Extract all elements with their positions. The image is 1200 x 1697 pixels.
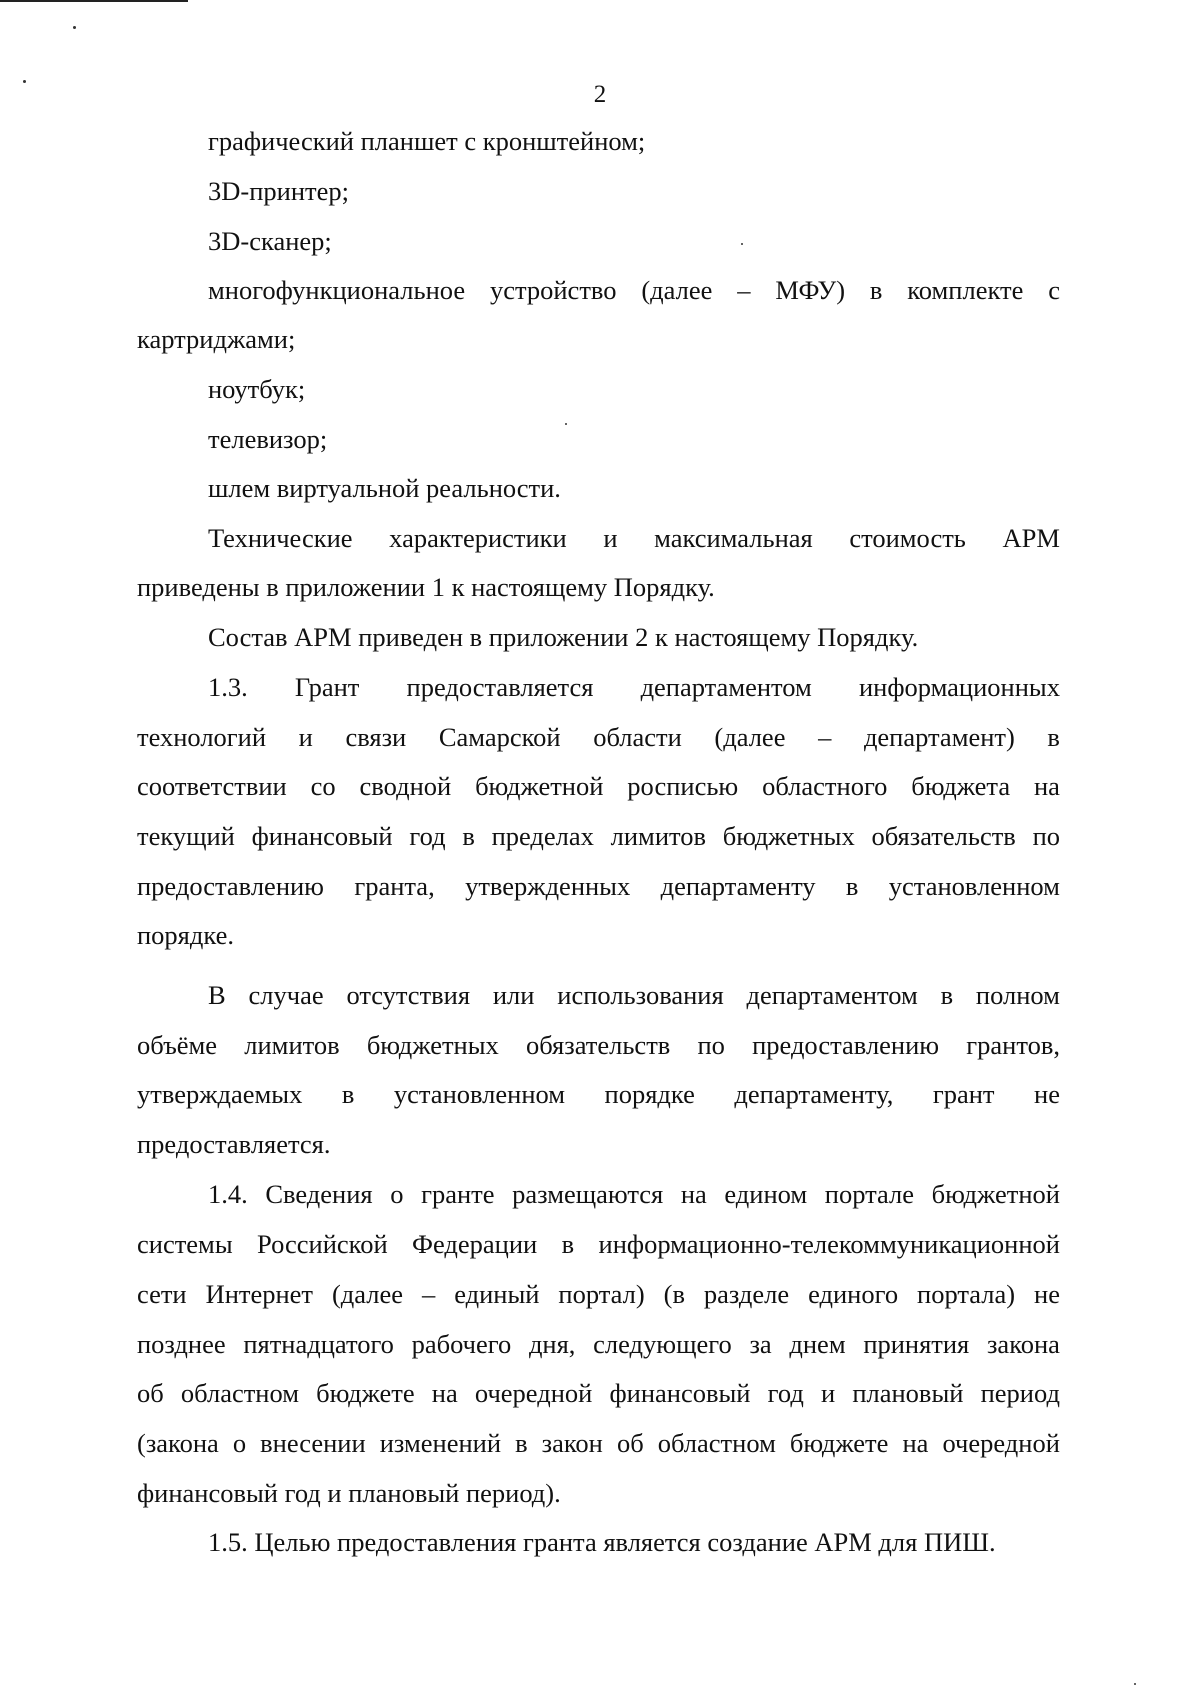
scan-speck bbox=[565, 423, 567, 425]
clause-1-5: 1.5. Целью предоставления гранта является создание АРМ для ПИШ. bbox=[208, 1527, 996, 1557]
clause-1-4-line-7: финансовый год и плановый период). bbox=[137, 1478, 561, 1508]
clause-1-4-line-2: системы Российской Федерации в информационно-телекоммуникационной bbox=[137, 1229, 1060, 1259]
page-number: 2 bbox=[593, 81, 607, 108]
scan-speck bbox=[1134, 1683, 1136, 1685]
scan-edge-rule bbox=[0, 0, 188, 2]
paragraph-no-limits-line-1: В случае отсутствия или использования департаментом в полном bbox=[208, 980, 1060, 1010]
clause-1-3-line-1: 1.3. Грант предоставляется департаментом информационных bbox=[208, 672, 1060, 702]
list-item: телевизор; bbox=[208, 424, 328, 454]
paragraph-no-limits-line-2: объёме лимитов бюджетных обязательств по предоставлению грантов, bbox=[137, 1030, 1060, 1060]
list-item: графический планшет с кронштейном; bbox=[208, 126, 646, 156]
paragraph-no-limits-line-4: предоставляется. bbox=[137, 1129, 331, 1159]
clause-1-3-line-6: порядке. bbox=[137, 920, 234, 950]
list-item-mfu-line-1: многофункциональное устройство (далее – МФУ) в комплекте с bbox=[208, 275, 1060, 305]
clause-1-4-line-4: позднее пятнадцатого рабочего дня, следующего за днем принятия закона bbox=[137, 1329, 1060, 1359]
clause-1-3-line-5: предоставлению гранта, утвержденных департаменту в установленном bbox=[137, 871, 1060, 901]
scan-speck bbox=[741, 243, 743, 245]
list-item: 3D-сканер; bbox=[208, 226, 332, 256]
clause-1-3-line-4: текущий финансовый год в пределах лимитов бюджетных обязательств по bbox=[137, 821, 1060, 851]
paragraph-tech-specs-line-2: приведены в приложении 1 к настоящему Порядку. bbox=[137, 572, 715, 602]
clause-1-4-line-3: сети Интернет (далее – единый портал) (в разделе единого портала) не bbox=[137, 1279, 1060, 1309]
paragraph-composition: Состав АРМ приведен в приложении 2 к настоящему Порядку. bbox=[208, 622, 919, 652]
list-item: ноутбук; bbox=[208, 374, 306, 404]
paragraph-tech-specs-line-1: Технические характеристики и максимальная стоимость АРМ bbox=[208, 523, 1060, 553]
clause-1-4-line-6: (закона о внесении изменений в закон об областном бюджете на очередной bbox=[137, 1428, 1060, 1458]
scan-speck bbox=[73, 26, 76, 29]
clause-1-3-line-2: технологий и связи Самарской области (далее – департамент) в bbox=[137, 722, 1060, 752]
list-item: шлем виртуальной реальности. bbox=[208, 473, 561, 503]
clause-1-4-line-5: об областном бюджете на очередной финансовый год и плановый период bbox=[137, 1378, 1060, 1408]
list-item-mfu-line-2: картриджами; bbox=[137, 324, 296, 354]
clause-1-4-line-1: 1.4. Сведения о гранте размещаются на едином портале бюджетной bbox=[208, 1179, 1060, 1209]
list-item: 3D-принтер; bbox=[208, 176, 349, 206]
clause-1-3-line-3: соответствии со сводной бюджетной росписью областного бюджета на bbox=[137, 771, 1060, 801]
paragraph-no-limits-line-3: утверждаемых в установленном порядке департаменту, грант не bbox=[137, 1079, 1060, 1109]
